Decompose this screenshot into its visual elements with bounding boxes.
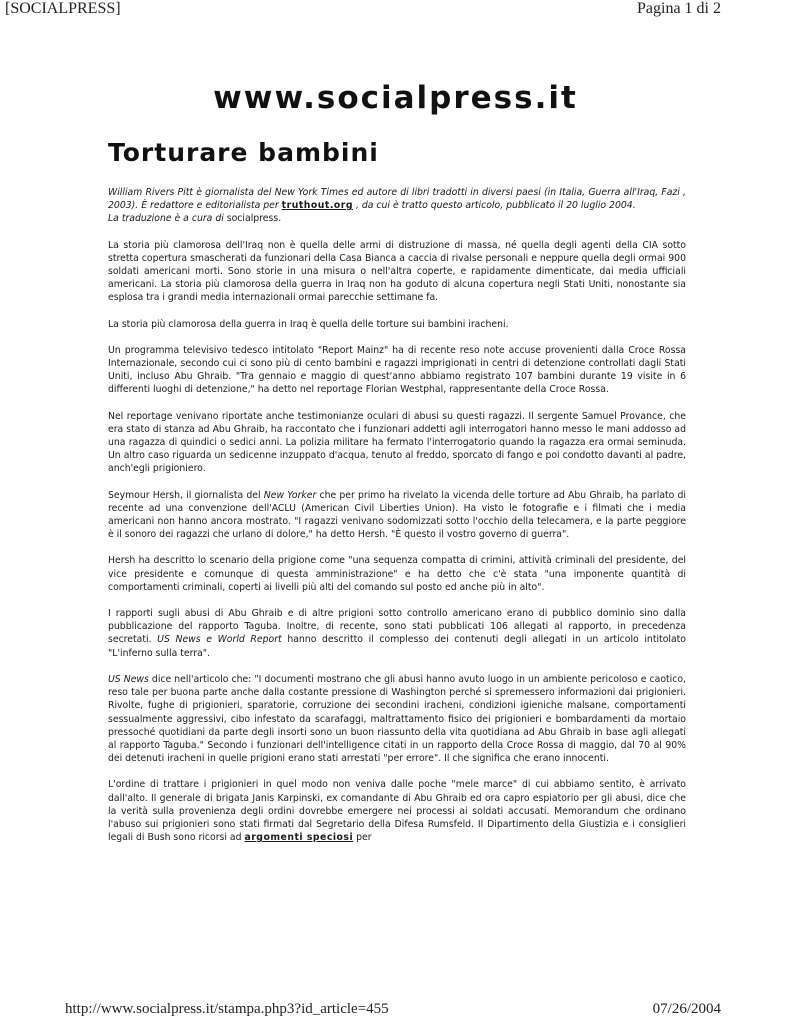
paragraph-4: Nel reportage venivano riportate anche testimonianze oculari di abusi su questi ragazzi. Il sergente Samuel Provance, che era stato di stanza ad Abu Ghraib, ha raccontato che i funzionari addetti agli interrogatori hanno messo le mani addosso ad una ragazza di quindici o sedici anni. La polizia militare ha fermato l'interrogatorio quando la ragazza era ormai seminuda. Un altro caso riguarda un sedicenne inzuppato d'acqua, tenuto al freddo, sporcato di fango e poi condotto davanti al padre, anch'egli prigioniero. (108, 410, 686, 475)
print-header-page: Pagina 1 di 2 (637, 0, 721, 17)
paragraph-6: Hersh ha descritto lo scenario della prigione come "una sequenza compatta di crimini, attività criminali del presidente, del vice presidente e comunque di questa amministrazione" e ha detto che c'è stata "una imponente quantità di comportamenti criminali, coperti ai livelli più alti del comando sul posto ed anche più in alto". (108, 555, 686, 593)
p7-text-end: hanno descritto il complesso dei contenuti degli allegati in un articolo intitolato "L'inferno sulla terra". (108, 634, 687, 659)
intro-text: William Rivers Pitt è giornalista del New York Times ed autore di libri tradotti in diversi paesi (in Italia, Guerra all'Iraq, Fazi , 2003). È redattore e editorialista per (108, 187, 686, 212)
print-footer-url: http://www.socialpress.it/stampa.php3?id_article=455 (65, 1001, 389, 1017)
p7-publication: US News e World Report (157, 634, 282, 646)
article-body (108, 186, 686, 857)
p8-publication: US News (108, 673, 149, 685)
print-footer-date: 07/26/2004 (652, 1001, 721, 1017)
p5-publication: New Yorker (263, 489, 317, 501)
truthout-link[interactable]: truthout.org (281, 200, 353, 212)
specious-arguments-link[interactable]: argomenti speciosi (244, 832, 354, 844)
intro-text-end: , da cui è tratto questo articolo, pubblicato il 20 luglio 2004. (353, 200, 636, 212)
p8-text: dice nell'articolo che: "I documenti mostrano che gli abusi hanno avuto luogo in un ambiente pericoloso e caotico, reso tale per buona parte anche dalla costante pressione di Washington perché si spremessero informazioni dai prigionieri. Rivolte, fughe di prigionieri, sparatorie, corruzione dei secondini iracheni, condizioni igieniche malsane, comportamenti sessualmente aggressivi, cibo infestato da scarafaggi, maltrattamento fisico dei prigionieri e bombardamenti da mortaio pressoché quotidiani da parte degli insorti sono un buon riassunto della vita quotidiana ad Abu Ghraib in base agli allegati al rapporto Taguba." Secondo i funzionari dell'intelligence citati in un rapporto della Croce Rossa di maggio, dal 70 al 90% dei detenuti iracheni in quelle prigioni erano stati arrestati "per errore". Il che significa che erano innocenti. (108, 673, 686, 765)
p7-text: I rapporti sugli abusi di Abu Ghraib e di altre prigioni sotto controllo americano erano di pubblico dominio sino dalla pubblicazione del rapporto Taguba. Inoltre, di recente, sono stati pubblicati 106 allegati al rapporto, in precedenza secretati. (108, 608, 686, 646)
paragraph-8 (108, 673, 686, 765)
p9-text: L'ordine di trattare i prigionieri in quel modo non veniva dalle poche "mele marce" di cui abbiamo sentito, è arrivato dall'alto. Il generale di brigata Janis Karpinski, ex comandante di Abu Ghraib ed ora capro espiatorio per gli abusi, dice che la verità sulla provenienza degli ordini dovrebbe emergere nei processi ai soldati accusati. Memorandum che ordinano l'abuso sui prigionieri sono stati firmati dal Segretario della Difesa Rumsfeld. Il Dipartimento della Giustizia e i consiglieri legali di Bush sono ricorsi ad (108, 779, 686, 844)
article-title: Torturare bambini (108, 138, 379, 167)
p5-text: Seymour Hersh, il giornalista del (108, 489, 264, 501)
p5-text-end: che per primo ha rivelato la vicenda delle torture ad Abu Ghraib, ha parlato di recente ad una convenzione dell'ACLU (American Civil Liberties Union). Ha visto le fotografie e i filmati che i media americani non hanno ancora mostrato. "I ragazzi venivano sodomizzati sotto l'occhio della telecamera, e la parte peggiore è il sonoro dei ragazzi che urlano di dolore," ha detto Hersh. "È questo il vostro governo di guerra". (108, 489, 687, 541)
paragraph-5 (108, 489, 686, 542)
site-title: www.socialpress.it (213, 80, 578, 116)
paragraph-2: La storia più clamorosa della guerra in Iraq è quella delle torture sui bambini iracheni. (108, 318, 509, 330)
p9-text-end: per (353, 832, 372, 844)
translation-credit-name: socialpress. (223, 213, 282, 225)
paragraph-1: La storia più clamorosa dell'Iraq non è quella delle armi di distruzione di massa, né quella degli agenti della CIA sotto stretta copertura smascherati da funzionari della Casa Bianca a caccia di rivalse personali e neppure quella degli ormai 900 soldati americani morti. Sono storie in una misura o nell'altra coperte, e rapidamente dimenticate, dai media ufficiali americani. La storia più clamorosa della guerra in Iraq non ha goduto di alcuna copertura negli Stati Uniti, nonostante sia esplosa tra i grandi media internazionali ormai parecchie settimane fa. (108, 239, 686, 304)
translation-credit: La traduzione è a cura di (108, 213, 224, 225)
intro-paragraph (108, 186, 686, 226)
paragraph-7 (108, 607, 686, 660)
paragraph-3: Un programma televisivo tedesco intitolato "Report Mainz" ha di recente reso note accuse provenienti dalla Croce Rossa Internazionale, secondo cui ci sono più di cento bambini e ragazzi imprigionati in centri di detenzione controllati dagli Stati Uniti, incluso Abu Ghraib. "Tra gennaio e maggio di quest'anno abbiamo registrato 107 bambini durante 19 visite in 6 differenti luoghi di detenzione," ha detto nel reportage Florian Westphal, rappresentante della Croce Rossa. (108, 344, 686, 396)
paragraph-9 (108, 778, 686, 844)
print-header-left: [SOCIALPRESS] (5, 0, 121, 17)
